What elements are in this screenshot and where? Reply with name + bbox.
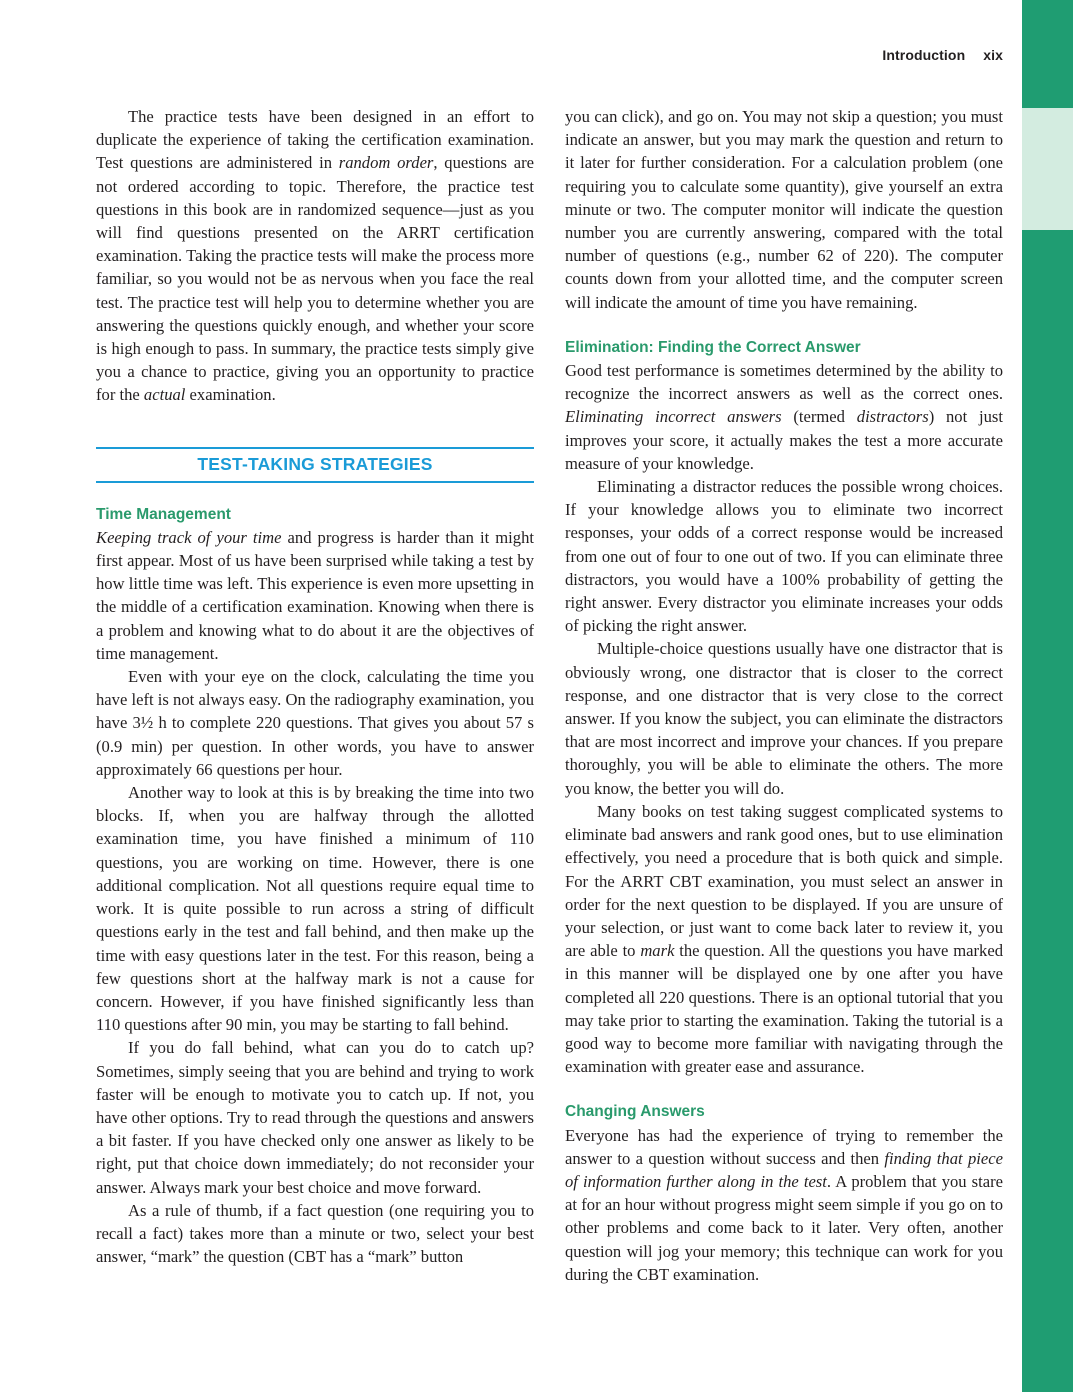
body-paragraph (565, 637, 1003, 799)
italic-run: mark (640, 941, 675, 961)
text-run: ) not just improves your score, it actually makes the test a more accurate measure of your knowledge. (565, 407, 1003, 473)
italic-run: Eliminating incorrect answers (565, 407, 782, 427)
italic-run: actual (143, 385, 186, 405)
text-run: As a rule of thumb, if a fact question (one requiring you to recall a fact) takes more than a minute or two, select your best answer, “mark” the question (CBT has a “mark” button (96, 1200, 534, 1267)
text-run: The practice tests have been designed in an effort to duplicate the experience of taking the certification examination. Test questions are administered in (96, 107, 534, 173)
running-head-section: Introduction (882, 47, 966, 63)
intro-paragraph (96, 105, 534, 407)
body-paragraph (565, 475, 1003, 637)
italic-run: Keeping track of your time (96, 527, 282, 547)
body-paragraph (565, 800, 1003, 1078)
text-run: Another way to look at this is by breaking the time into two blocks. If, when you are halfway through the allotted examination time, you have finished a minimum of 110 questions, you are working on time. However, there is one additional complication. Not all questions require equal time to work. It is quite possible to run across a string of difficult questions early in the test and fall behind, and then make up the time with easy questions later in the test. For this reason, being a few questions short at the halfway mark is not a cause for concern. However, if you have finished significantly less than 110 questions after 90 min, you may be starting to fall behind. (96, 783, 534, 1035)
left-column (96, 105, 534, 1268)
running-head (882, 47, 1003, 63)
text-run: , questions are not ordered according to topic. Therefore, the practice test questions in this book are in randomized sequence—just as you will find questions presented on the ARRT certification examination. Taking the practice tests will make the process more familiar, so you would not be as nervous when you face the real test. The practice test will help you to determine whether you are answering the questions quickly enough, and whether your score is high enough to pass. In summary, the practice tests simply give you a chance to practice, giving you an opportunity to practice for the (96, 153, 534, 405)
text-run: Good test performance is sometimes determined by the ability to recognize the incorrect answers as well as the correct ones. (565, 361, 1003, 404)
italic-run: finding that piece of information further along in the test (565, 1148, 1003, 1191)
text-run: Eliminating a distractor reduces the possible wrong choices. If your knowledge allows you to eliminate two incorrect responses, your odds of a correct response would be increased from one out of four to one out of two. If you can eliminate three distractors, you would have a 100% probability of getting the right answer. Every distractor you eliminate increases your odds of picking the right answer. (565, 477, 1003, 636)
body-paragraph (96, 665, 534, 781)
body-paragraph (96, 781, 534, 1036)
page-number: xix (983, 47, 1003, 63)
text-run: (termed (781, 407, 857, 427)
body-paragraph (96, 1036, 534, 1198)
text-run: Multiple-choice questions usually have one distractor that is obviously wrong, one distractor that is closer to the correct response, and one distractor that is very close to the correct answer. If you know the subject, you can eliminate the distractors that are most incorrect and improve your chances. If you prepare thoroughly, you will be able to eliminate the others. The more you know, the better you will do. (565, 639, 1003, 798)
body-paragraph (96, 1199, 534, 1269)
text-run: you can click), and go on. You may not skip a question; you must indicate an answer, but you may mark the question and return to it later for further consideration. For a calculation problem (one requiring you to calculate some quantity), give yourself an extra minute or two. The computer monitor will indicate the question number you are currently answering, compared with the total number of questions (e.g., number 62 of 220). The computer counts down from your allotted time, and the computer screen will indicate the amount of time you have remaining. (565, 107, 1003, 312)
text-run: Many books on test taking suggest complicated systems to eliminate bad answers and rank good ones, but to use elimination effectively, you need a procedure that is both quick and simple. For the ARRT CBT examination, you must select an answer in order for the next question to be displayed. If you are unsure of your selection, or just want to come back later to review it, you are able to (565, 801, 1003, 961)
right-column (565, 105, 1003, 1286)
text-run: the question. All the questions you have marked in this manner will be displayed one by one after you have completed all 220 questions. There is an optional tutorial that you may take prior to starting the examination. Taking the tutorial is a good way to become more familiar with navigating through the examination with greater ease and assurance. (565, 941, 1004, 1077)
italic-run: distractors (856, 407, 929, 427)
chapter-tab-bottom (1022, 230, 1073, 1392)
changing-answers-heading: Changing Answers (565, 1103, 705, 1121)
elimination-heading: Elimination: Finding the Correct Answer (565, 338, 861, 356)
text-run: and progress is harder than it might first appear. Most of us have been surprised while taking a test by how little time was left. This experience is even more upsetting in the middle of a certification examination. Knowing when there is a problem and knowing what to do about it are the objectives of time management. (96, 527, 534, 663)
body-paragraph (565, 359, 1003, 475)
time-management-heading: Time Management (96, 505, 231, 523)
chapter-tab-top (1022, 0, 1073, 108)
text-run: examination. (185, 385, 276, 405)
text-run: If you do fall behind, what can you do to catch up? Sometimes, simply seeing that you are behind and trying to work faster will be enough to motivate you to catch up. If not, you have other options. Try to read through the questions and answers a bit faster. If you have checked only one answer as likely to be right, put that choice down immediately; do not reconsider your answer. Always mark your best choice and move forward. (96, 1038, 534, 1197)
continuation-paragraph (565, 105, 1003, 314)
italic-run: random order (338, 153, 434, 173)
text-run: Even with your eye on the clock, calculating the time you have left is not always easy. On the radiography examination, you have 3½ h to complete 220 questions. That gives you about 57 s (0.9 min) per question. In other words, you have to answer approximately 66 questions per hour. (96, 667, 534, 779)
body-paragraph (96, 526, 534, 665)
section-title: TEST-TAKING STRATEGIES (197, 454, 433, 475)
text-run: . A problem that you stare at for an hour without progress might seem simple if you go on to other problems and come back to it later. Very often, another question will jog your memory; this technique can work for you during the CBT examination. (565, 1171, 1003, 1284)
section-banner (96, 447, 534, 483)
body-paragraph (565, 1124, 1003, 1286)
chapter-tab-mid (1022, 108, 1073, 230)
text-run: Everyone has had the experience of trying to remember the answer to a question without success and then (565, 1125, 1003, 1168)
